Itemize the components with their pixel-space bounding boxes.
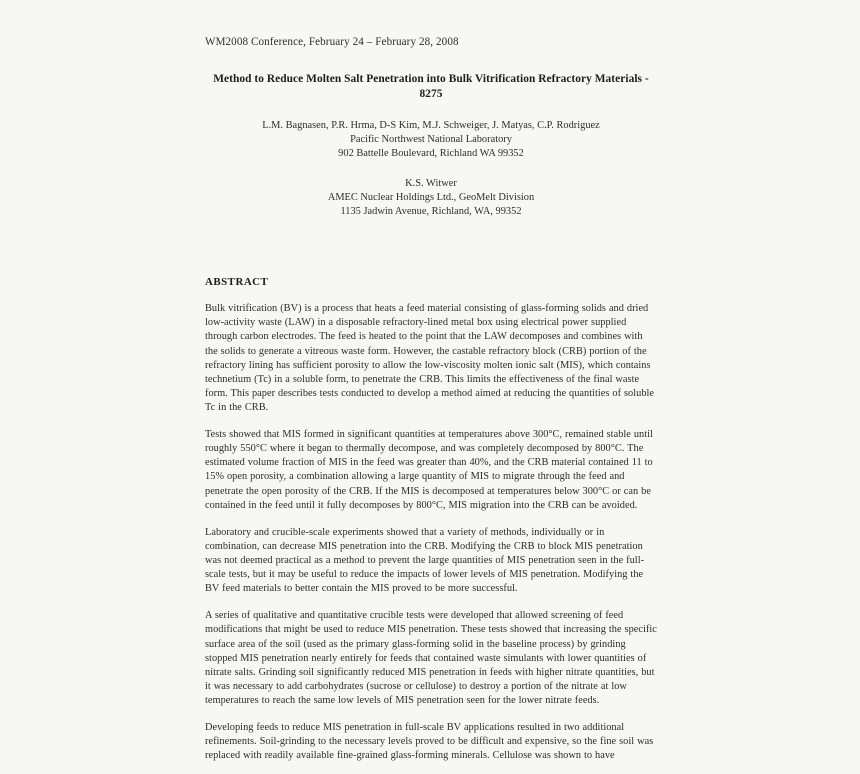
address-primary: 902 Battelle Boulevard, Richland WA 99352: [338, 148, 524, 160]
text-column: [205, 0, 657, 774]
author-block-primary: [205, 119, 657, 161]
author-list-secondary: K.S. Witwer: [405, 178, 457, 190]
affiliation-secondary: AMEC Nuclear Holdings Ltd., GeoMelt Division: [327, 192, 535, 204]
conference-header: WM2008 Conference, February 24 – February 28, 2008: [205, 36, 459, 48]
abstract-paragraph: Developing feeds to reduce MIS penetration in full-scale BV applications resulted in two additional refinements. Soil-grinding to the necessary levels proved to be difficult and expensive, so the fine soil was replaced with readily available fine-grained glass-forming minerals. Cellulose was shown to have: [205, 722, 654, 762]
abstract-paragraph: A series of qualitative and quantitative crucible tests were developed that allowed screening of feed modifications that might be used to reduce MIS penetration. These tests showed that increasing the specific surface area of the soil (used as the primary glass-forming solid in the baseline process) by grinding stopped MIS penetration nearly entirely for feeds that contained waste simulants with lower quantities of nitrate salts. Grinding soil significantly reduced MIS penetration in feeds with higher nitrate quantities, but it was necessary to add carbohydrates (sucrose or cellulose) to destroy a portion of the nitrate at low temperatures to reach the same low levels of MIS penetration seen for the lower nitrate feeds.: [205, 610, 657, 706]
abstract-paragraph: Laboratory and crucible-scale experiments showed that a variety of methods, individually or in combination, can decrease MIS penetration into the CRB. Modifying the CRB to block MIS penetration was not deemed practical as a method to prevent the large quantities of MIS penetration seen in the full-scale tests, but it may be useful to reduce the impacts of lower levels of MIS penetration. Modifying the BV feed materials to better contain the MIS proved to be more successful.: [205, 526, 645, 595]
abstract-paragraph: Tests showed that MIS formed in significant quantities at temperatures above 300°C, remained stable until roughly 550°C where it began to thermally decompose, and was completely decomposed by 800°C. The estimated volume fraction of MIS in the feed was greater than 40%, and the CRB material contained 11 to 15% open porosity, a combination allowing a large quantity of MIS to migrate through the feed and penetrate the open porosity of the CRB. If the MIS is decomposed at temperatures below 300°C or can be contained in the feed until it fully decomposes by 800°C, MIS migration into the CRB can be avoided.: [205, 429, 653, 511]
abstract-paragraph: Bulk vitrification (BV) is a process that heats a feed material consisting of glass-forming solids and dried low-activity waste (LAW) in a disposable refractory-lined metal box using electrical power supplied through carbon electrodes. The feed is heated to the point that the LAW decomposes and combines with the solids to generate a vitreous waste form. However, the castable refractory block (CRB) portion of the refractory lining has sufficient porosity to allow the low-viscosity molten ionic salt (MIS), which contains technetium (Tc) in a soluble form, to penetrate the CRB. This limits the effectiveness of the final waste form. This paper describes tests conducted to develop a method aimed at reducing the quantities of soluble Tc in the CRB.: [205, 303, 655, 413]
author-list-primary: L.M. Bagnasen, P.R. Hrma, D-S Kim, M.J. Schweiger, J. Matyas, C.P. Rodriguez: [262, 119, 600, 131]
abstract-heading: ABSTRACT: [205, 276, 269, 289]
address-secondary: 1135 Jadwin Avenue, Richland, WA, 99352: [340, 206, 522, 218]
affiliation-primary: Pacific Northwest National Laboratory: [350, 134, 512, 145]
page-title: Method to Reduce Molten Salt Penetration into Bulk Vitrification Refractory Materials - 8275: [213, 72, 649, 100]
author-block-secondary: [205, 177, 657, 219]
